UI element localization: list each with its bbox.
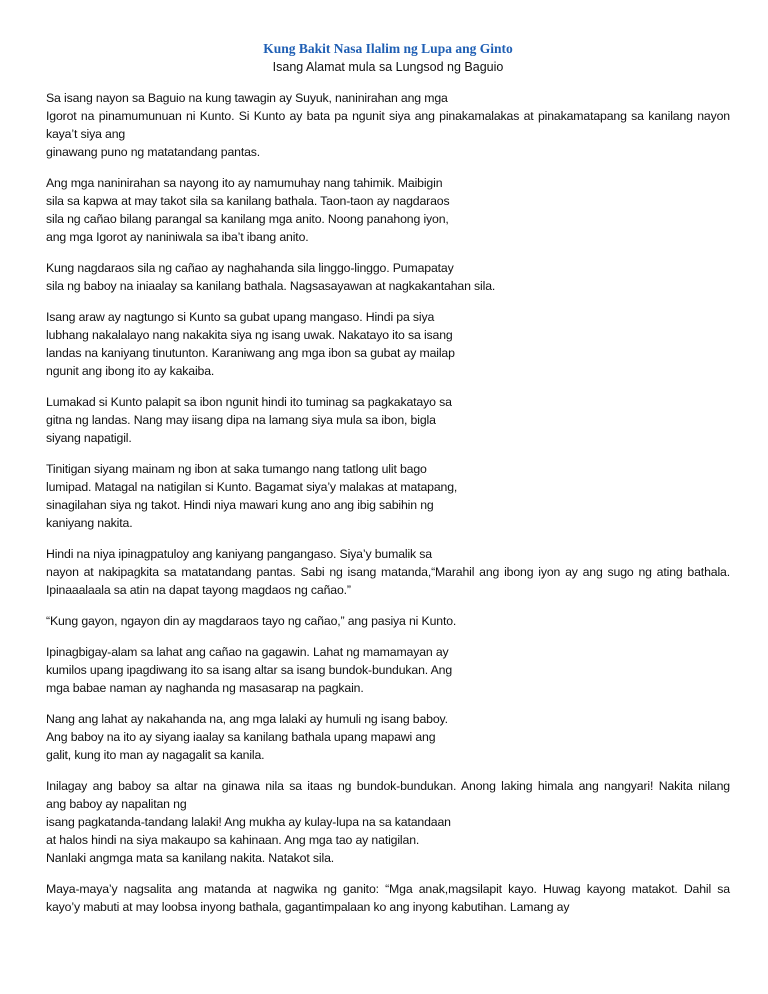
text-line: Lumakad si Kunto palapit sa ibon ngunit hindi ito tuminag sa pagkakatayo sa bbox=[46, 395, 452, 409]
text-line: kaya’t siya ang bbox=[46, 127, 126, 141]
paragraph bbox=[46, 545, 730, 599]
text-line: lumipad. Matagal na natigilan si Kunto. Bagamat siya’y malakas at matapang, bbox=[46, 480, 458, 494]
text-line: ang baboy ay napalitan ng bbox=[46, 797, 187, 811]
text-line: Isang araw ay nagtungo si Kunto sa gubat upang mangaso. Hindi pa siya bbox=[46, 310, 435, 324]
text-line: gitna ng landas. Nang may iisang dipa na lamang siya mula sa ibon, bigla bbox=[46, 413, 436, 427]
text-line: sinagilahan siya ng takot. Hindi niya mawari kung ano ang ibig sabihin ng bbox=[46, 498, 434, 512]
text-line: sila ng baboy na iniaalay sa kanilang bathala. Nagsasayawan at nagkakantahan sila. bbox=[46, 279, 496, 293]
paragraph bbox=[46, 393, 730, 447]
paragraph bbox=[46, 174, 730, 246]
text-line: Hindi na niya ipinagpatuloy ang kaniyang pangangaso. Siya’y bumalik sa bbox=[46, 547, 432, 561]
text-line: Ang baboy na ito ay siyang iaalay sa kanilang bathala upang mapawi ang bbox=[46, 730, 436, 744]
text-line: mga babae naman ay naghanda ng masasarap na pagkain. bbox=[46, 681, 364, 695]
document-title: Kung Bakit Nasa Ilalim ng Lupa ang Ginto bbox=[263, 41, 513, 56]
text-line: at halos hindi na siya makaupo sa kahinaan. Ang mga tao ay natigilan. bbox=[46, 833, 420, 847]
paragraph bbox=[46, 710, 730, 764]
text-line: Sa isang nayon sa Baguio na kung tawagin ay Suyuk, naninirahan ang mga bbox=[46, 91, 448, 105]
text-line: galit, kung ito man ay nagagalit sa kanila. bbox=[46, 748, 265, 762]
text-line: Nang ang lahat ay nakahanda na, ang mga lalaki ay humuli ng isang baboy. bbox=[46, 712, 448, 726]
text-line: Maya-maya’y nagsalita ang matanda at nagwika ng ganito: “Mga anak,magsilapit kayo. Huwag kayong matakot. Dahil sa bbox=[46, 882, 730, 896]
paragraph bbox=[46, 460, 730, 532]
text-line: “Kung gayon, ngayon din ay magdaraos tayo ng cañao,” ang pasiya ni Kunto. bbox=[46, 614, 457, 628]
text-line: kayo’y mabuti at may loobsa inyong bathala, gagantimpalaan ko ang inyong kabutihan. Lamang ay bbox=[46, 900, 570, 914]
text-line: sila ng cañao bilang parangal sa kanilang mga anito. Noong panahong iyon, bbox=[46, 212, 449, 226]
text-line: sila sa kapwa at may takot sila sa kanilang bathala. Taon-taon ay nagdaraos bbox=[46, 194, 450, 208]
text-line: landas na kaniyang tinutunton. Karaniwang ang mga ibon sa gubat ay mailap bbox=[46, 346, 455, 360]
document-subtitle: Isang Alamat mula sa Lungsod ng Baguio bbox=[272, 60, 504, 74]
text-line: kumilos upang ipagdiwang ito sa isang altar sa isang bundok-bundukan. Ang bbox=[46, 663, 453, 677]
text-line: ginawang puno ng matatandang pantas. bbox=[46, 145, 261, 159]
text-line: Tinitigan siyang mainam ng ibon at saka tumango nang tatlong ulit bago bbox=[46, 462, 427, 476]
text-line: Ang mga naninirahan sa nayong ito ay namumuhay nang tahimik. Maibigin bbox=[46, 176, 443, 190]
paragraph bbox=[46, 308, 730, 380]
text-line: isang pagkatanda-tandang lalaki! Ang mukha ay kulay-lupa na sa katandaan bbox=[46, 815, 451, 829]
text-line: Kung nagdaraos sila ng cañao ay naghahanda sila linggo-linggo. Pumapatay bbox=[46, 261, 454, 275]
paragraph bbox=[46, 89, 730, 161]
text-line: Igorot na pinamumunuan ni Kunto. Si Kunto ay bata pa ngunit siya ang pinakamalakas at pinakamatapang sa kanilang nayon bbox=[46, 109, 730, 123]
text-line: lubhang nakalalayo nang nakakita siya ng isang uwak. Nakatayo ito sa isang bbox=[46, 328, 453, 342]
text-line: kaniyang nakita. bbox=[46, 516, 133, 530]
paragraph bbox=[46, 643, 730, 697]
text-line: Ipinaaalaala sa atin na dapat tayong magdaos ng cañao.” bbox=[46, 583, 351, 597]
paragraph bbox=[46, 777, 730, 867]
text-line: Ipinagbigay-alam sa lahat ang cañao na gagawin. Lahat ng mamamayan ay bbox=[46, 645, 449, 659]
paragraph bbox=[46, 880, 730, 916]
text-line: Inilagay ang baboy sa altar na ginawa nila sa itaas ng bundok-bundukan. Anong laking himala ang nangyari! Nakita nilang bbox=[46, 779, 730, 793]
text-line: ngunit ang ibong ito ay kakaiba. bbox=[46, 364, 215, 378]
text-line: Nanlaki angmga mata sa kanilang nakita. Natakot sila. bbox=[46, 851, 335, 865]
text-line: siyang napatigil. bbox=[46, 431, 132, 445]
text-line: nayon at nakipagkita sa matatandang pantas. Sabi ng isang matanda,“Marahil ang ibong iyon ay ang sugo ng ating bathala. bbox=[46, 565, 730, 579]
document-body bbox=[46, 89, 730, 916]
paragraph bbox=[46, 259, 730, 295]
paragraph bbox=[46, 612, 730, 630]
text-line: ang mga Igorot ay naniniwala sa iba’t ibang anito. bbox=[46, 230, 309, 244]
